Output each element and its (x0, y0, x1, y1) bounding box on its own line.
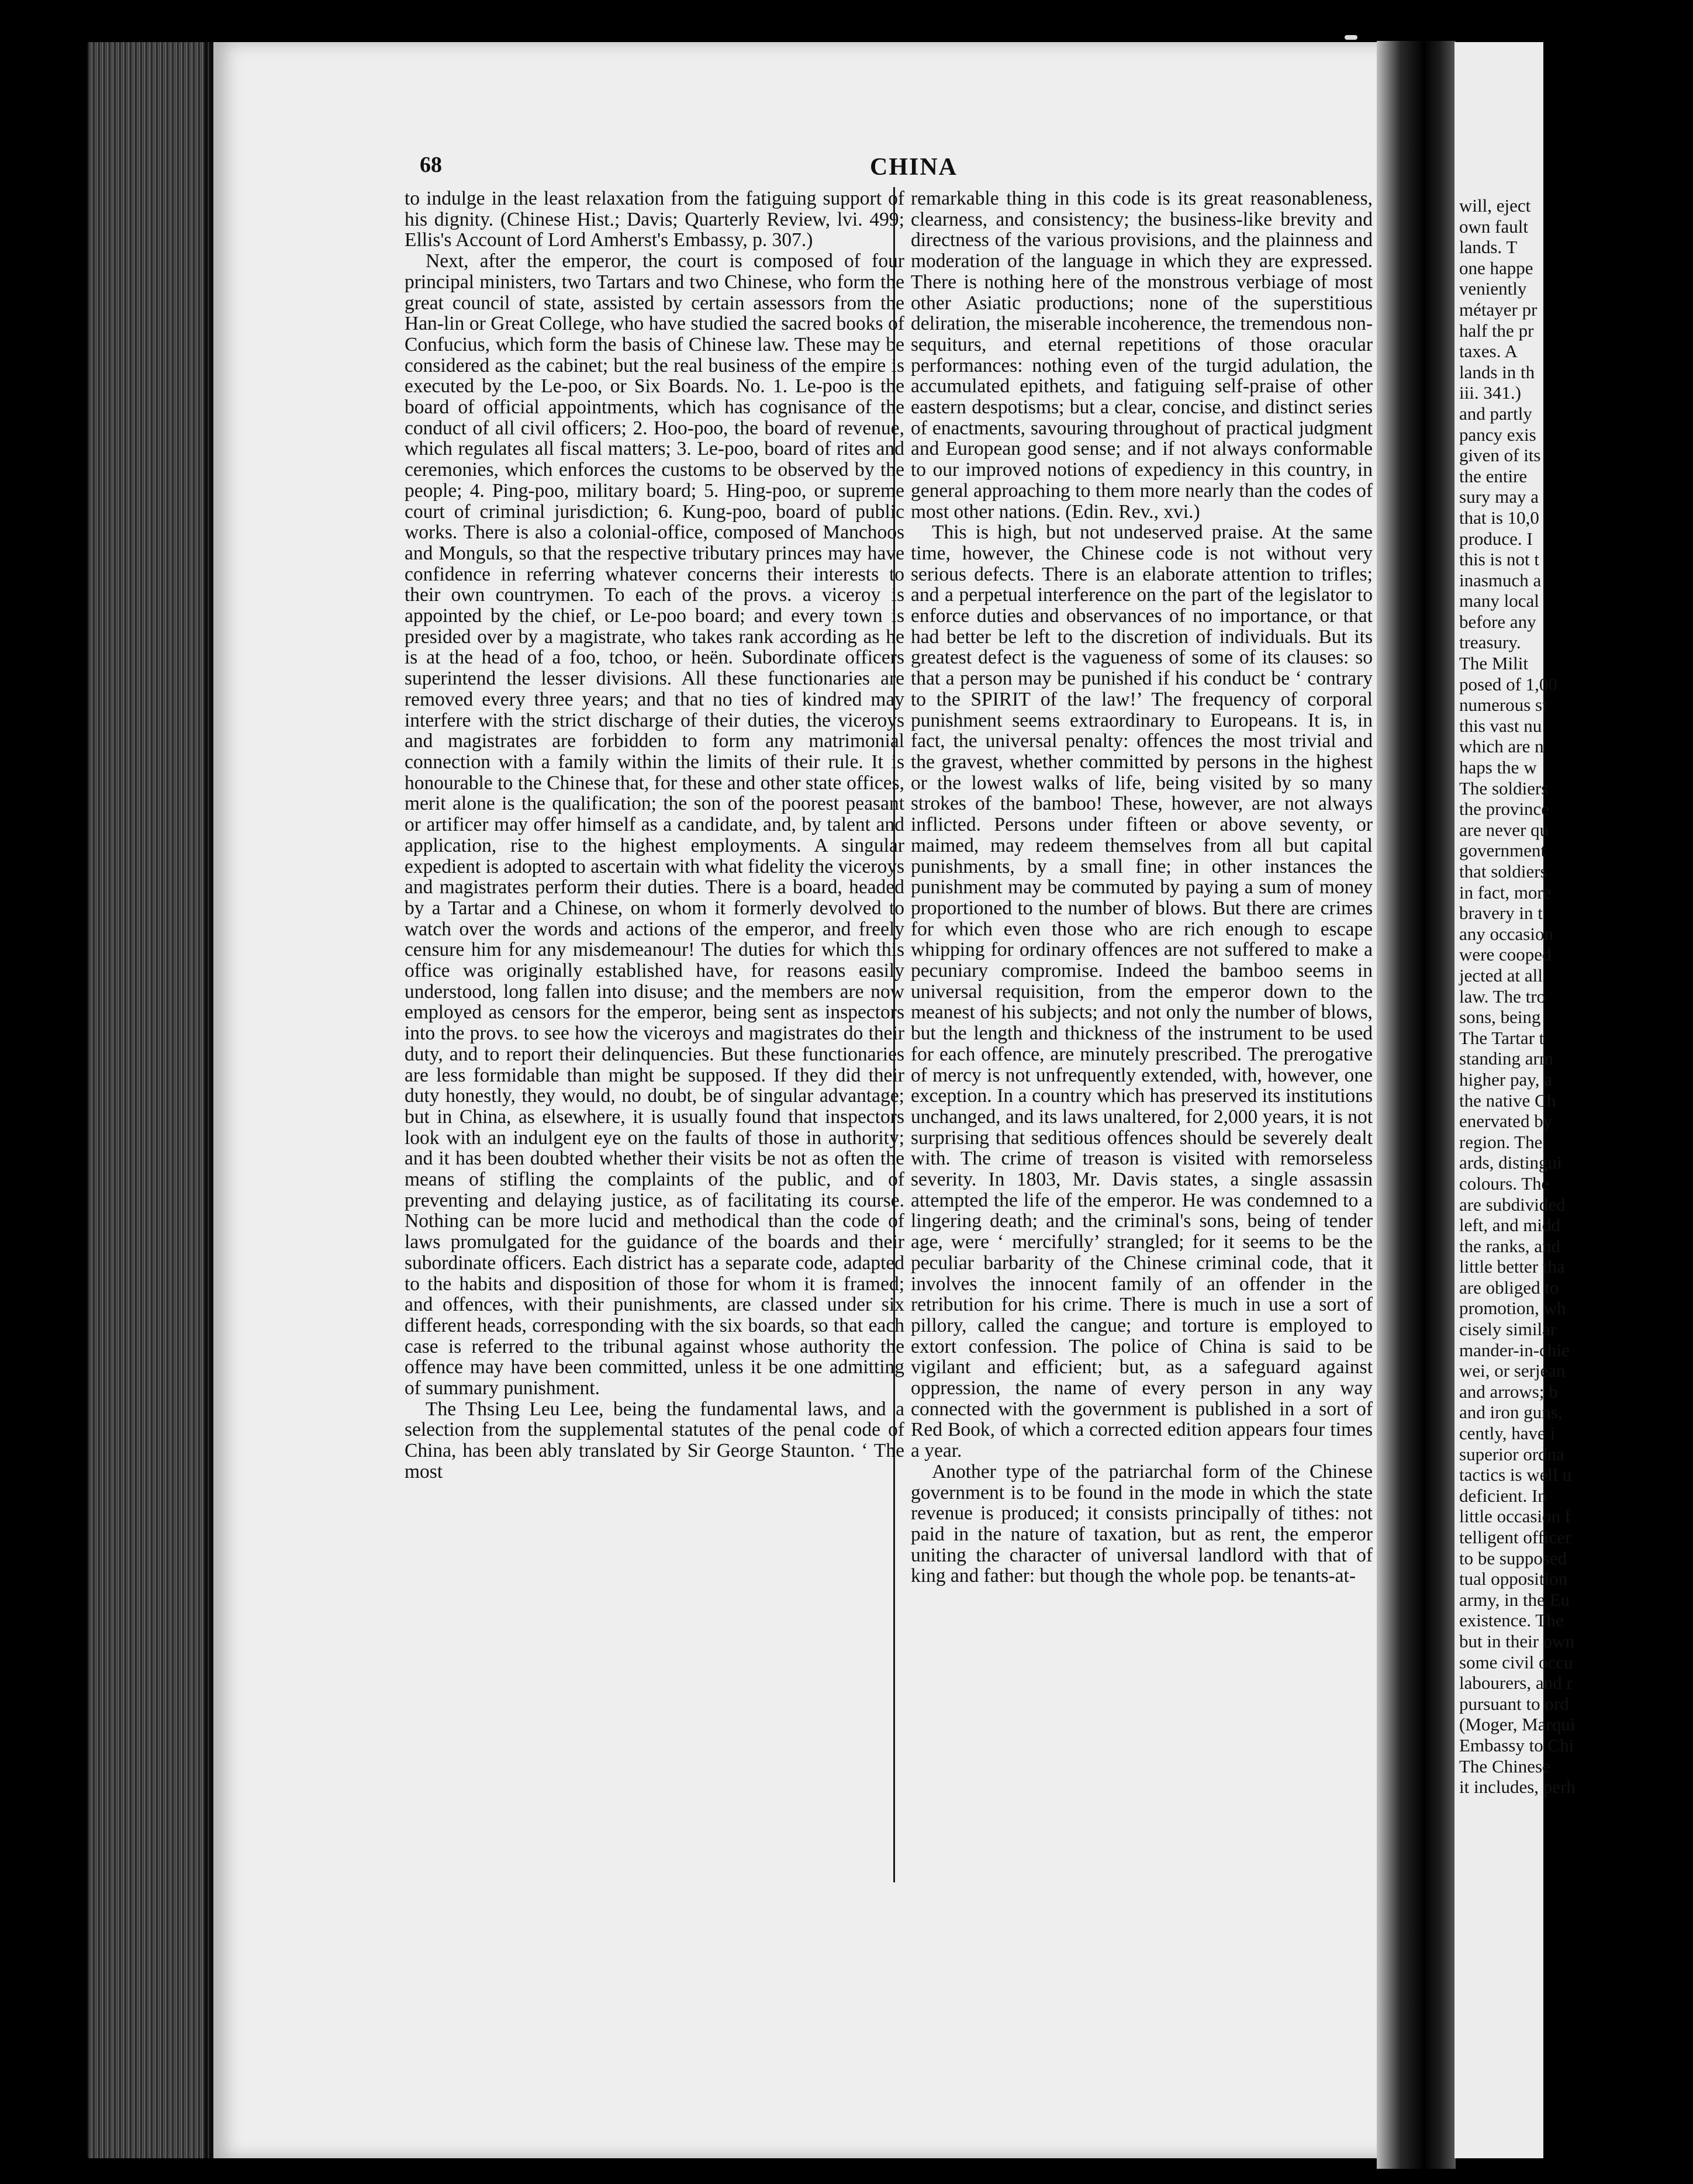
facing-page-line: The soldiers (1459, 777, 1549, 799)
facing-page-line: haps the w (1459, 757, 1537, 778)
facing-page-line: treasury. (1459, 632, 1521, 653)
facing-page-line: the province (1459, 799, 1550, 820)
facing-page-line: labourers, and r (1459, 1672, 1573, 1694)
book-gutter (1377, 41, 1456, 2169)
facing-page-line: enervated by (1459, 1111, 1553, 1132)
facing-page-line: tactics is well u (1459, 1464, 1571, 1485)
facing-page-line: inasmuch a (1459, 569, 1542, 590)
facing-page-line: standing arm (1459, 1048, 1553, 1069)
facing-page-line: this is not t (1459, 549, 1539, 570)
facing-page-line: posed of 1,00 (1459, 673, 1557, 694)
facing-page-line: one happe (1459, 257, 1533, 278)
facing-page-line: métayer pr (1459, 299, 1537, 320)
facing-page-line: and arrows; b (1459, 1381, 1558, 1402)
facing-page-line: existence. The (1459, 1610, 1564, 1631)
facing-page-line: bravery in t (1459, 903, 1543, 924)
facing-page-line: which are n (1459, 736, 1544, 757)
scan-mark (1345, 35, 1357, 40)
facing-page-line: pursuant to ord (1459, 1693, 1569, 1714)
facing-page-line: are subdivided (1459, 1194, 1566, 1215)
facing-page-line: it includes, perh (1459, 1777, 1575, 1798)
facing-page-line: will, eject (1459, 195, 1531, 216)
facing-page-line: higher pay, a (1459, 1069, 1552, 1090)
paragraph-revenue: Another type of the patriarchal form of the Chinese government is to be found in the mode in which the state revenue is produced; it consists principally of tithes: not paid in the nature of taxation, but as rent, the emperor uniting the character of universal landlord with that of king and father: but though the whole pop. be tenants-at- (911, 1460, 1373, 1587)
facing-page-line: sury may a (1459, 486, 1539, 507)
facing-page-line: region. The (1459, 1131, 1543, 1152)
facing-page-line: in fact, more (1459, 882, 1552, 903)
facing-page-line: numerous st (1459, 694, 1547, 716)
facing-page-line: any occasion (1459, 923, 1553, 944)
facing-page-line: law. The tro (1459, 986, 1546, 1007)
paragraph-praise: This is high, but not undeserved praise. At the same time, however, the Chinese code is not without very serious defects. There is an elaborate attention to trifles; and a perpetual interference on the part of the legislator to enforce duties and observances of no importance, or that had better be left to the discretion of individuals. But its greatest defect is the vagueness of some of its clauses: so that a person may be punished if his conduct be ‘ contrary to the SPIRIT of the law!’ The frequency of corporal punishment seems extraordinary to Europeans. It is, in fact, the universal penalty: offences the most trivial and the gravest, whether committed by persons in the highest or the lowest walks of life, being visited by so many strokes of the bamboo! These, however, are not always inflicted. Persons under fifteen or above seventy, or maimed, may redeem themselves from all but capital punishments, by a small fine; in other instances the punishment may be commuted by paying a sum of money proportioned to the number of blows. But there are crimes for which even those who are rich enough to escape whipping for ordinary offences are not suffered to make a pecuniary compromise. Indeed the bamboo seems in universal requisition, from the emperor down to the meanest of his subjects; and not only the number of blows, but the length and thickness of the instrument to be used for each offence, are minutely prescribed. The prerogative of mercy is not unfrequently extended, with, however, one exception. In a country which has preserved its institutions unchanged, and its laws unaltered, for 2,000 years, it is not surprising that seditious offences should be severely dealt with. The crime of treason is visited with remorseless severity. In 1803, Mr. Davis states, a single assassin attempted the life of the emperor. He was condemned to a lingering death; and the criminal's sons, being of tender age, were ‘ mercifully’ strangled; for it seems to be the peculiar barbarity of the Chinese criminal code, that it involves the innocent family of an offender in the retribution for his crime. There is much in use a sort of pillory, called the cangue; and torture is employed to extort confession. The police of China is said to be vigilant and efficient; but, as a safeguard against oppression, the name of every person in any way connected with the government is published in a sort of Red Book, of which a corrected edition appears four times a year. (911, 521, 1373, 1462)
left-column (405, 188, 904, 1483)
facing-page-line: given of its (1459, 445, 1541, 466)
facing-page-line: the entire (1459, 465, 1528, 486)
facing-page-line: promotion, wh (1459, 1298, 1566, 1319)
facing-page-line: deficient. In (1459, 1485, 1547, 1506)
paragraph-quote: remarkable thing in this code is its great reasonableness, clearness, and consistency; the business-like brevity and directness of the various provisions, and the plainness and moderation of the language in which they are expressed. There is nothing here of the monstrous verbiage of most other Asiatic productions; none of the superstitious deliration, the miserable incoherence, the tremendous non-sequiturs, and eternal repetitions of those oracular performances: nothing even of the turgid adulation, the accumulated epithets, and fatiguing self-praise of other eastern despotisms; but a clear, concise, and distinct series of enactments, savouring throughout of practical judgment and European good sense; and if not always conformable to our improved notions of expediency in this country, in general approaching to them more nearly than the codes of most other nations. (Edin. Rev., xvi.) (911, 188, 1373, 523)
facing-page-line: jected at all (1459, 965, 1543, 986)
facing-page-line: many local (1459, 590, 1539, 611)
page-number: 68 (420, 153, 442, 177)
facing-page-line: left, and midd (1459, 1215, 1561, 1236)
running-title: CHINA (870, 154, 958, 181)
facing-page-line: some civil occu (1459, 1651, 1573, 1672)
facing-page-line: wei, or serjean (1459, 1360, 1566, 1381)
facing-page-line: lands. T (1459, 237, 1518, 258)
facing-page-line: little occasion f (1459, 1506, 1571, 1527)
facing-page-line: before any (1459, 611, 1536, 632)
facing-page-line: are obliged to (1459, 1277, 1559, 1298)
facing-page-line: sons, being (1459, 1007, 1541, 1028)
facing-page-line: were cooped (1459, 944, 1552, 965)
facing-page-line: veniently (1459, 278, 1527, 299)
facing-page-line: cently, have i (1459, 1423, 1556, 1444)
facing-page-line: The Milit (1459, 653, 1528, 674)
facing-page-line: little better tha (1459, 1256, 1565, 1277)
facing-page-line: are never qu (1459, 819, 1549, 840)
facing-page-line: superior ordna (1459, 1443, 1564, 1464)
paragraph-thsing-leu-lee: The Thsing Leu Lee, being the fundamental laws, and a selection from the supplemental statutes of the penal code of China, has been ably translated by Sir George Staunton. ‘ The most (405, 1398, 904, 1483)
paragraph-court: Next, after the emperor, the court is composed of four principal ministers, two Tartars and two Chinese, who form the great council of state, assisted by certain assessors from the Han-lin or Great College, who have studied the sacred books of Confucius, which form the basis of Chinese law. These may be considered as the cabinet; but the real business of the empire is executed by the Le-poo, or Six Boards. No. 1. Le-poo is the board of official appointments, which has cognisance of the conduct of all civil officers; 2. Hoo-poo, the board of revenue, which regulates all fiscal matters; 3. Le-poo, board of rites and ceremonies, which enforces the customs to be observed by the people; 4. Ping-poo, military board; 5. Hing-poo, or supreme court of criminal jurisdiction; 6. Kung-poo, board of public works. There is also a colonial-office, composed of Manchoos and Monguls, so that the respective tributary princes may have confidence in referring whatever concerns their interests to their own countrymen. To each of the provs. a viceroy is appointed by the chief, or Le-poo board; and every town is presided over by a magistrate, who takes rank according as he is at the head of a foo, tchoo, or heën. Subordinate officers superintend the lesser divisions. All these functionaries are removed every three years; and that no ties of kindred may interfere with the strict discharge of their duties, the viceroys and magistrates are forbidden to form any matrimonial connection with a family within the limits of their rule. It is honourable to the Chinese that, for these and other state offices, merit alone is the qualification; the son of the poorest peasant or artificer may offer himself as a candidate, and, by talent and application, rise to the highest employments. A singular expedient is adopted to ascertain with what fidelity the viceroys and magistrates perform their duties. There is a board, headed by a Tartar and a Chinese, on whom it formerly devolved to watch over the words and actions of the emperor, and freely censure him for any misdemeanour! The duties for which this office was originally established have, for reasons easily understood, long fallen into disuse; and the members are now employed as censors for the emperor, being sent as inspectors into the provs. to see how the viceroys and magistrates do their duty, and to report their delinquencies. But these functionaries are less formidable than might be supposed. If they did their duty honestly, they would, no doubt, be of singular advantage; but in China, as elsewhere, it is usually found that inspectors look with an indulgent eye on the faults of those in authority; and it has been doubted whether their visits be not as often the means of stifling the complaints of the public, and of preventing and delaying justice, as of facilitating its course. Nothing can be more lucid and methodical than the code of laws promulgated for the guidance of the boards and their subordinate officers. Each district has a separate code, adapted to the habits and disposition of those for whom it is framed; and offences, with their punishments, are classed under six different heads, corresponding with the six boards, so that each case is referred to the tribunal against whose authority the offence may have been committed, unless it be one admitting of summary punishment. (405, 250, 904, 1399)
right-column (911, 188, 1373, 1587)
facing-page-line: the ranks, and (1459, 1235, 1561, 1256)
facing-page-line: produce. I (1459, 528, 1533, 549)
facing-page-text (1459, 195, 1693, 1798)
facing-page-line: mander-in-chie (1459, 1339, 1570, 1360)
paragraph-continued: to indulge in the least relaxation from the fatiguing support of his dignity. (Chinese Hist.; Davis; Quarterly Review, lvi. 499; Ellis's Account of Lord Amherst's Embassy, p. 307.) (405, 188, 904, 251)
facing-page-line: Embassy to Chi (1459, 1734, 1574, 1756)
facing-page-line: colours. The (1459, 1173, 1550, 1194)
facing-page-line: army, in the Eu (1459, 1589, 1570, 1610)
facing-page-line: that soldiers (1459, 861, 1547, 882)
facing-page-line: iii. 341.) (1459, 382, 1521, 403)
facing-page-line: this vast nu (1459, 715, 1542, 736)
facing-page-line: that is 10,0 (1459, 507, 1539, 528)
facing-page-line: government (1459, 840, 1546, 861)
facing-page-line: lands in th (1459, 361, 1535, 382)
facing-page-line: and iron guns, (1459, 1402, 1563, 1423)
facing-page-line: and partly (1459, 403, 1532, 424)
facing-page-line: half the pr (1459, 320, 1534, 341)
facing-page-line: (Moger, Marqui (1459, 1714, 1575, 1735)
facing-page-line: pancy exis (1459, 424, 1536, 445)
facing-page-line: ards, distingui (1459, 1152, 1562, 1173)
facing-page-line: taxes. A (1459, 341, 1518, 362)
facing-page-line: own fault (1459, 216, 1528, 237)
facing-page-line: telligent officer (1459, 1527, 1571, 1547)
facing-page-line: The Chinese (1459, 1756, 1550, 1777)
facing-page-line: tual opposition (1459, 1568, 1568, 1589)
facing-page-line: The Tartar t (1459, 1027, 1545, 1048)
facing-page-line: cisely similar (1459, 1319, 1557, 1340)
facing-page-line: but in their own (1459, 1630, 1575, 1651)
facing-page-line: to be supposed (1459, 1547, 1567, 1568)
facing-page (1454, 42, 1575, 2158)
facing-page-line: the native Ch (1459, 1090, 1556, 1111)
